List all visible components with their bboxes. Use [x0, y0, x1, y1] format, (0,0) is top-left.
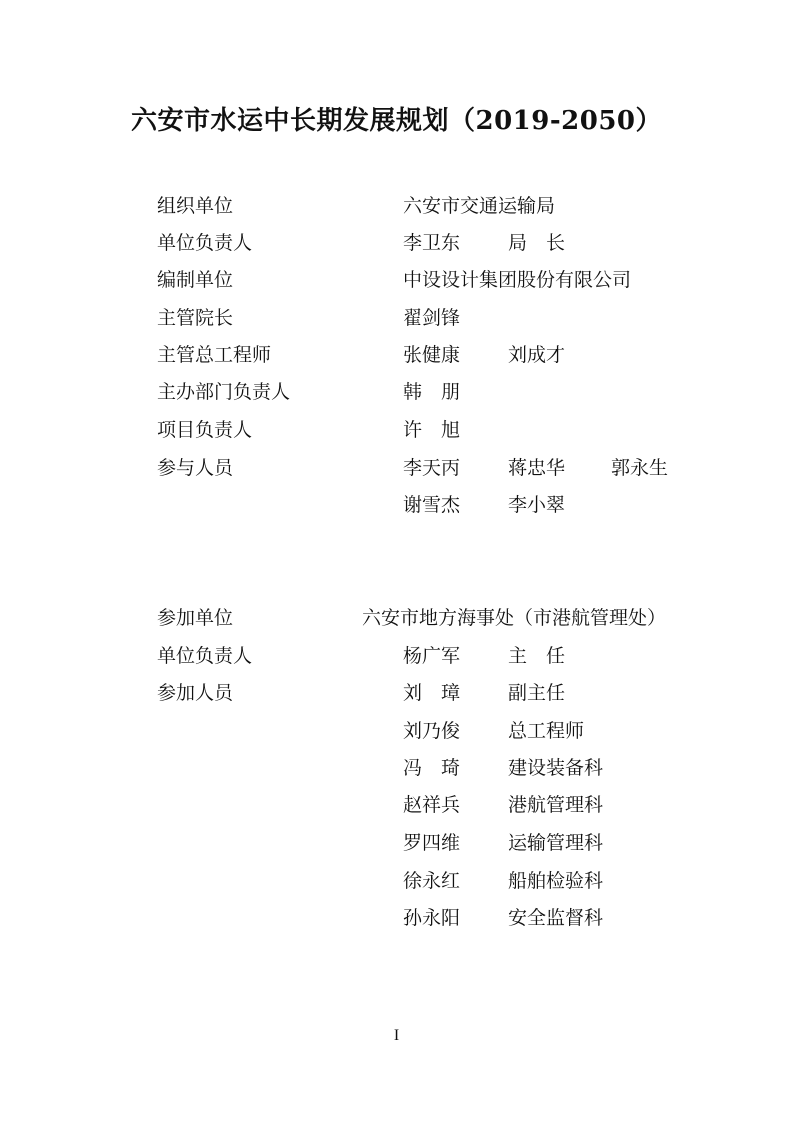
- members-label: 参加人员: [157, 682, 234, 704]
- member-row: [0, 866, 793, 896]
- member-row: [0, 828, 793, 858]
- dept-head-row: [0, 377, 793, 407]
- member-role: 运输管理科: [508, 832, 604, 854]
- chief-engineer-row: [0, 340, 793, 370]
- member-name: 刘 璋: [403, 682, 461, 704]
- chief-engineer-name-2: 刘成才: [508, 344, 566, 366]
- member-role: 船舶检验科: [508, 870, 604, 892]
- compiler-value: 中设设计集团股份有限公司: [403, 269, 632, 291]
- participant-name: 李小翠: [508, 494, 566, 516]
- unit-head-label: 单位负责人: [157, 645, 253, 667]
- member-row: [0, 678, 793, 708]
- unit-label: 参加单位: [157, 607, 234, 629]
- dean-row: [0, 303, 793, 333]
- org-head-row: [0, 228, 793, 258]
- unit-row: [0, 603, 793, 633]
- page-number: I: [393, 1027, 400, 1044]
- unit-value: 六安市地方海事处（市港航管理处）: [362, 607, 667, 629]
- participant-name: 郭永生: [611, 457, 669, 479]
- chief-engineer-label: 主管总工程师: [157, 344, 272, 366]
- org-label: 组织单位: [157, 195, 234, 217]
- member-row: [0, 903, 793, 933]
- member-name: 刘乃俊: [403, 720, 461, 742]
- participants-label: 参与人员: [157, 457, 234, 479]
- project-lead-label: 项目负责人: [157, 419, 253, 441]
- member-role: 副主任: [508, 682, 566, 704]
- member-role: 总工程师: [508, 720, 585, 742]
- member-role: 安全监督科: [508, 907, 604, 929]
- participant-name: 蒋忠华: [508, 457, 566, 479]
- member-role: 建设装备科: [508, 757, 604, 779]
- member-role: 港航管理科: [508, 794, 604, 816]
- page-title: 六安市水运中长期发展规划（2019-2050）: [130, 106, 663, 136]
- project-lead-name: 许 旭: [403, 419, 461, 441]
- org-value: 六安市交通运输局: [403, 195, 556, 217]
- org-head-label: 单位负责人: [157, 232, 253, 254]
- participant-name: 李天丙: [403, 457, 461, 479]
- member-name: 徐永红: [403, 870, 461, 892]
- dean-label: 主管院长: [157, 307, 234, 329]
- unit-head-name: 杨广军: [403, 645, 461, 667]
- org-row: [0, 191, 793, 221]
- dept-head-name: 韩 朋: [403, 381, 461, 403]
- chief-engineer-name-1: 张健康: [403, 344, 461, 366]
- member-row: [0, 716, 793, 746]
- unit-head-row: [0, 641, 793, 671]
- compiler-row: [0, 265, 793, 295]
- participants-row-2: [0, 490, 793, 520]
- unit-head-title: 主 任: [508, 645, 566, 667]
- dept-head-label: 主办部门负责人: [157, 381, 291, 403]
- member-row: [0, 753, 793, 783]
- member-name: 赵祥兵: [403, 794, 461, 816]
- member-name: 罗四维: [403, 832, 461, 854]
- participant-name: 谢雪杰: [403, 494, 461, 516]
- project-lead-row: [0, 415, 793, 445]
- participants-row-1: [0, 453, 793, 483]
- org-head-title: 局 长: [508, 232, 566, 254]
- member-row: [0, 790, 793, 820]
- member-name: 冯 琦: [403, 757, 461, 779]
- dean-name: 翟剑锋: [403, 307, 461, 329]
- org-head-name: 李卫东: [403, 232, 461, 254]
- compiler-label: 编制单位: [157, 269, 234, 291]
- member-name: 孙永阳: [403, 907, 461, 929]
